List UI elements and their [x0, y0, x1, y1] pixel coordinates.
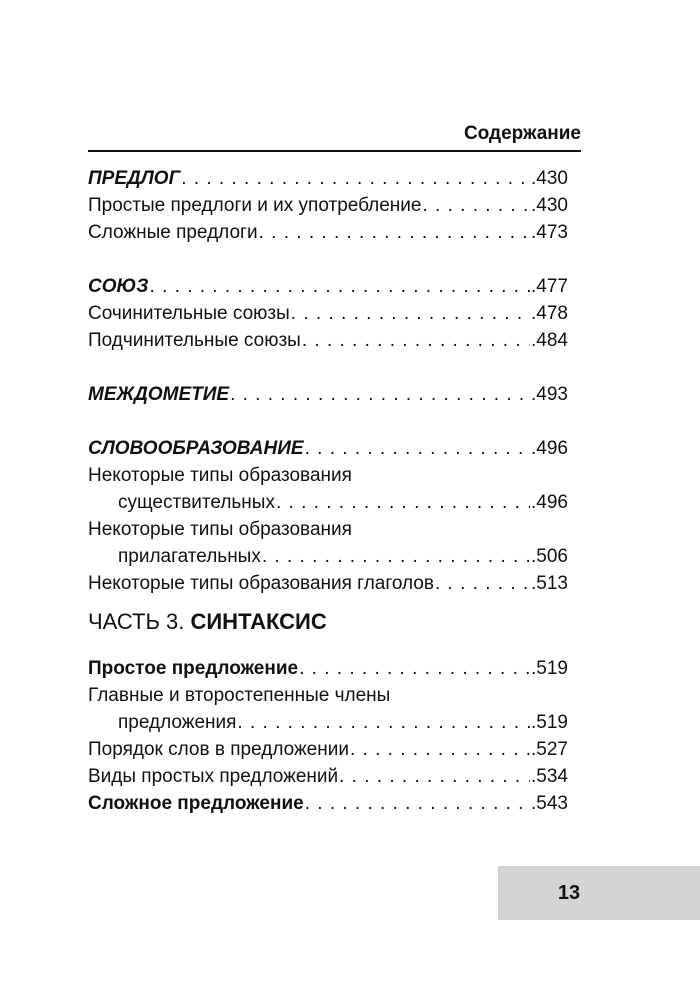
toc-entry-label: Виды простых предложений [88, 766, 339, 787]
dot-leader [350, 736, 530, 763]
section-gap [88, 246, 568, 273]
toc-page-number: .478 [531, 303, 568, 324]
toc-page-number: .484 [531, 330, 568, 351]
toc-entry-label: Некоторые типы образования [88, 465, 352, 486]
toc-page-number: .430 [531, 195, 568, 216]
toc-page-number: .519 [531, 658, 568, 679]
page-number-tab [498, 866, 700, 920]
toc-page-number: .527 [531, 739, 568, 760]
header-rule [88, 150, 581, 152]
dot-leader [422, 192, 530, 219]
toc-page-number: .506 [531, 546, 568, 567]
dot-leader [230, 381, 530, 408]
toc-entry-continuation[interactable] [88, 489, 568, 516]
toc-entry-first-line[interactable] [88, 462, 568, 489]
toc-entry-label: Порядок слов в предложении [88, 739, 349, 760]
dot-leader [305, 435, 530, 462]
toc-entry-label: Сочинительные союзы [88, 303, 290, 324]
toc-page-number: .477 [531, 276, 568, 297]
toc-page-number: .519 [531, 712, 568, 733]
toc-heading-label: Простое предложение [88, 658, 299, 679]
toc-entry-label: Сложные предлоги [88, 222, 258, 243]
toc-heading-prostoe-predlozhenie[interactable] [88, 655, 568, 682]
dot-leader [150, 273, 531, 300]
dot-leader [181, 165, 530, 192]
dot-leader [302, 327, 530, 354]
toc-entry-continuation[interactable] [88, 709, 568, 736]
toc-entry-label: Главные и второстепенные члены [88, 685, 391, 706]
toc-page-number: .496 [531, 438, 568, 459]
dot-leader [262, 543, 530, 570]
toc-entry-label: Некоторые типы образования глаголов [88, 573, 434, 594]
toc-entry-label: Подчинительные союзы [88, 330, 301, 351]
dot-leader [299, 655, 530, 682]
toc-page-number: .513 [531, 573, 568, 594]
section-gap [88, 408, 568, 435]
toc-page-number: .534 [531, 766, 568, 787]
toc-heading-slozhnoe-predlozhenie[interactable] [88, 790, 568, 817]
toc-page-number: .473 [531, 222, 568, 243]
toc-entry[interactable] [88, 219, 568, 246]
toc-entry[interactable] [88, 763, 568, 790]
toc-page-number: .430 [531, 168, 568, 189]
part-prefix: ЧАСТЬ 3. [88, 609, 185, 634]
toc-entry[interactable] [88, 192, 568, 219]
toc-heading-mezhdometie[interactable] [88, 381, 568, 408]
toc-heading-label: МЕЖДОМЕТИЕ [88, 384, 230, 405]
toc-heading-predlog[interactable] [88, 165, 568, 192]
part-title: СИНТАКСИС [190, 609, 327, 634]
toc-page-number: .543 [531, 793, 568, 814]
running-head: Содержание [463, 123, 581, 144]
dot-leader [291, 300, 530, 327]
toc-entry-label: Простые предлоги и их употребление [88, 195, 422, 216]
toc-entry-continuation[interactable] [88, 543, 568, 570]
toc-entry-label: Некоторые типы образования [88, 519, 352, 540]
page-number: 13 [557, 881, 581, 904]
part-heading[interactable] [88, 607, 568, 637]
toc-page-number: .496 [531, 492, 568, 513]
dot-leader [259, 219, 530, 246]
toc-entry[interactable] [88, 570, 568, 597]
toc-heading-slovoobrazovanie[interactable] [88, 435, 568, 462]
toc-entry-first-line[interactable] [88, 516, 568, 543]
dot-leader [339, 763, 530, 790]
toc-heading-label: СЛОВООБРАЗОВАНИЕ [88, 438, 304, 459]
toc-entry-label: предложения [118, 712, 237, 733]
toc-entry-label: существительных [118, 492, 275, 513]
toc-page-number: .493 [531, 384, 568, 405]
toc-entry[interactable] [88, 736, 568, 763]
dot-leader [435, 570, 530, 597]
toc-entry-first-line[interactable] [88, 682, 568, 709]
toc-heading-label: Сложное предложение [88, 793, 304, 814]
dot-leader [237, 709, 530, 736]
section-gap [88, 354, 568, 381]
toc-heading-label: ПРЕДЛОГ [88, 168, 181, 189]
toc-entry[interactable] [88, 327, 568, 354]
toc-heading-soyuz[interactable] [88, 273, 568, 300]
toc-entry[interactable] [88, 300, 568, 327]
table-of-contents [88, 165, 568, 817]
dot-leader [305, 790, 530, 817]
dot-leader [276, 489, 530, 516]
toc-entry-label: прилагательных [118, 546, 261, 567]
toc-heading-label: СОЮЗ [88, 276, 149, 297]
